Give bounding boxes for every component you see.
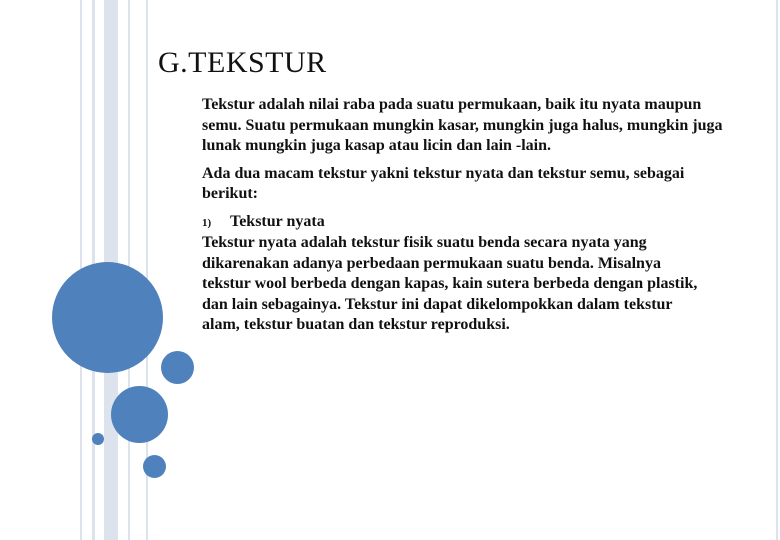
decor-circle-small xyxy=(161,351,194,384)
paragraph-definition: Tekstur adalah nilai raba pada suatu permukaan, baik itu nyata maupun semu. Suatu permukaan mungkin kasar, mungkin juga halus, mungkin juga lunak mungkin juga kasap atau licin dan lain -lain. xyxy=(202,96,723,154)
decor-circle-medium xyxy=(111,386,168,443)
decor-circle-tiny xyxy=(92,433,104,445)
list-item-body: Tekstur nyata adalah tekstur fisik suatu benda secara nyata yang dikarenakan adanya perbedaan permukaan suatu benda. Misalnya tekstur wool berbeda dengan kapas, kain sutera berbeda dengan plastik, dan lain sebagainya. Tekstur ini dapat dikelompokkan dalam tekstur alam, tekstur buatan dan tekstur reproduksi. xyxy=(202,234,698,333)
list-number: 1) xyxy=(202,216,212,229)
list-item xyxy=(202,212,732,234)
slide-title: G.TEKSTUR xyxy=(158,46,327,79)
list-heading: Tekstur nyata xyxy=(230,212,325,230)
decor-circle-bottom xyxy=(143,455,166,478)
decor-circle-large xyxy=(52,262,163,373)
decor-line-6 xyxy=(776,0,778,540)
paragraph-types: Ada dua macam tekstur yakni tekstur nyata dan tekstur semu, sebagai berikut: xyxy=(202,164,685,202)
slide-body xyxy=(202,95,732,343)
